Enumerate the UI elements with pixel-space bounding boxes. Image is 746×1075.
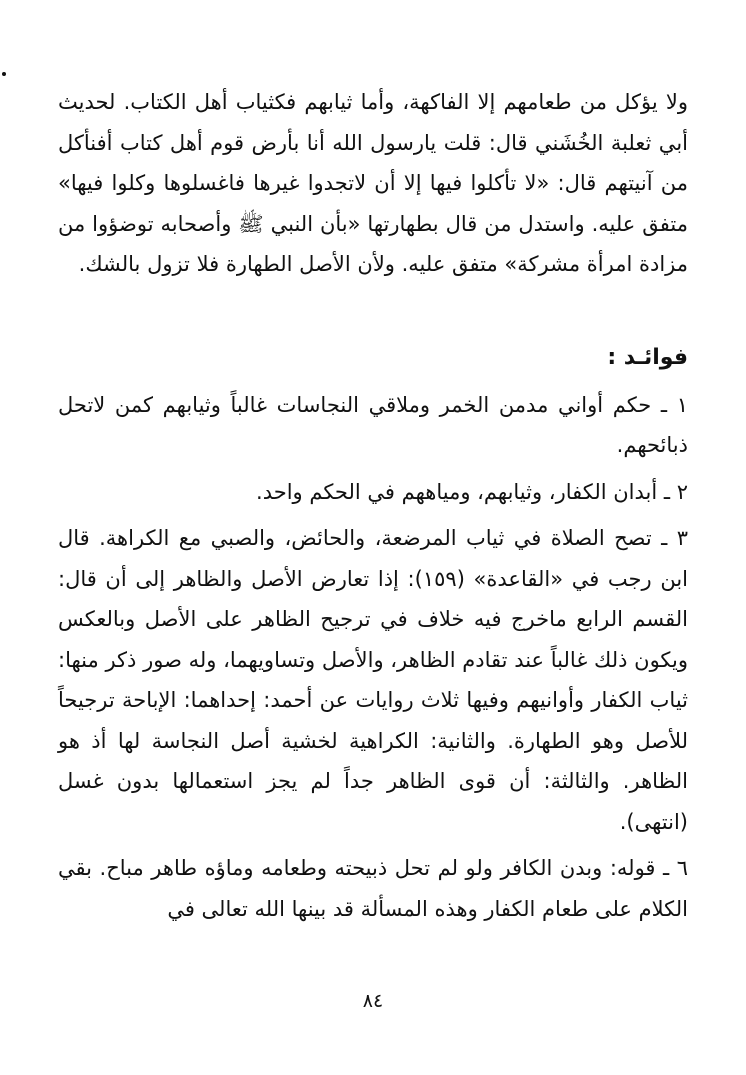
- benefits-section: [58, 338, 688, 929]
- margin-dot: [2, 72, 6, 76]
- section-heading: فوائـد :: [607, 345, 688, 370]
- benefit-item-3: ٣ ـ تصح الصلاة في ثياب المرضعة، والحائض، والصبي مع الكراهة. قال ابن رجب في «القاعدة» (١٥٩): إذا تعارض الأصل والظاهر إلى أن قال: القسم الرابع ماخرج فيه خلاف في ترجيح الظاهر على الأصل وبالعكس ويكون ذلك غالباً عند تقادم الظاهر، والأصل وتساويهما، وله صور ذكر منها: ثياب الكفار وأوانيهم وفيها ثلاث روايات عن أحمد: إحداهما: الإباحة ترجيحاً للأصل وهو الطهارة. والثانية: الكراهية لخشية أصل النجاسة لها أذ هو الظاهر. والثالثة: أن قوى الظاهر جداً لم يجز استعمالها بدون غسل (انتهى).: [58, 526, 689, 834]
- benefit-item-6: ٦ ـ قوله: وبدن الكافر ولو لم تحل ذبيحته وطعامه وماؤه طاهر مباح. بقي الكلام على طعام الكفار وهذه المسألة قد بينها الله تعالى في: [58, 856, 688, 921]
- benefit-item-2: ٢ ـ أبدان الكفار، وثيابهم، ومياههم في الحكم واحد.: [256, 479, 688, 504]
- opening-paragraph-block: [58, 82, 688, 285]
- opening-paragraph: ولا يؤكل من طعامهم إلا الفاكهة، وأما ثيابهم فكثياب أهل الكتاب. لحديث أبي ثعلبة الخُشَني قال: قلت يارسول الله أنا بأرض قوم أهل كتاب أفنأكل من آنيتهم قال: «لا تأكلوا فيها إلا أن لاتجدوا غيرها فاغسلوها وكلوا فيها» متفق عليه. واستدل من قال بطهارتها «بأن النبي ﷺ وأصحابه توضؤوا من مزادة امرأة مشركة» متفق عليه. ولأن الأصل الطهارة فلا تزول بالشك.: [58, 90, 688, 276]
- benefit-item-1: ١ ـ حكم أواني مدمن الخمر وملاقي النجاسات غالباً وثيابهم كمن لاتحل ذبائحهم.: [58, 392, 688, 457]
- page-number: ٨٤: [362, 990, 384, 1012]
